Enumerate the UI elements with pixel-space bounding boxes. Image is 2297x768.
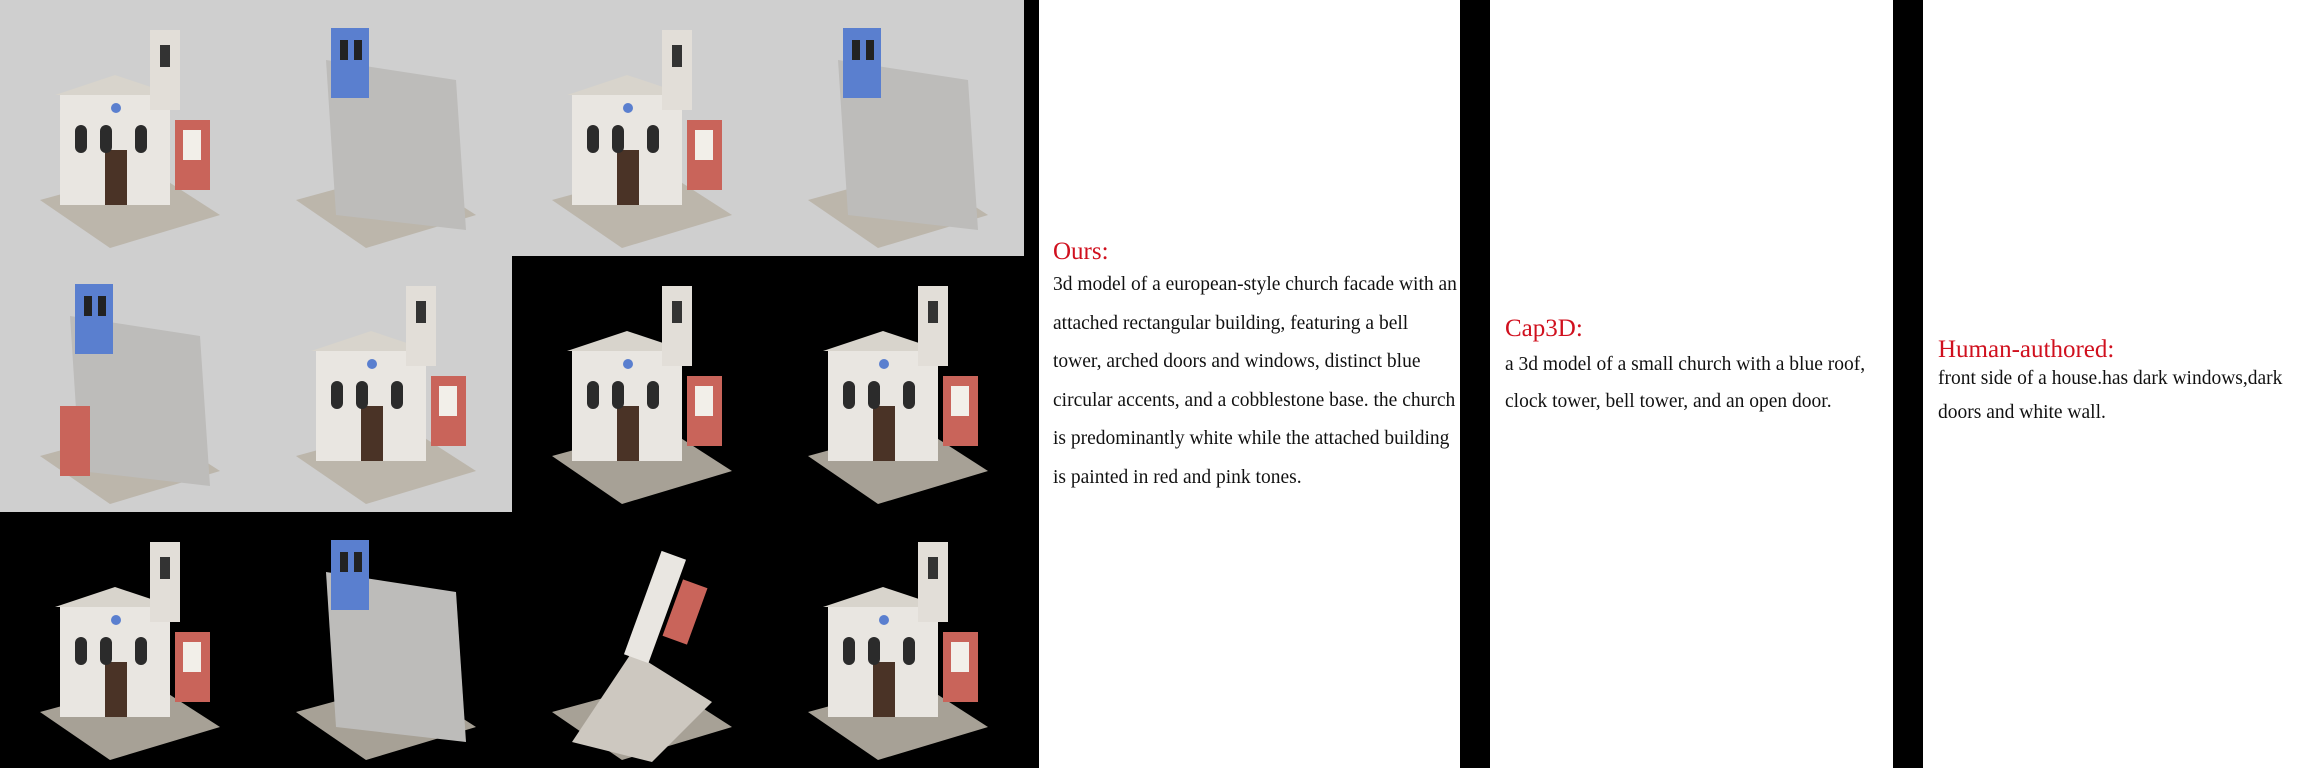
church-render	[0, 512, 256, 768]
render-view-1	[0, 0, 256, 256]
church-render	[0, 0, 256, 256]
church-render	[768, 0, 1024, 256]
render-view-8	[768, 256, 1024, 512]
church-render	[256, 0, 512, 256]
caption-text: front side of a house.has dark windows,dark doors and white wall.	[1938, 368, 2283, 423]
caption-panel-cap3d	[1490, 0, 1893, 768]
caption-panel-ours	[1039, 0, 1460, 768]
caption-text: 3d model of a european-style church facade with an attached rectangular building, featuring a bell tower, arched doors and windows, distinct blue circular accents, and a cobblestone base. the church is predominantly white while the attached building is painted in red and pink tones.	[1053, 274, 1457, 488]
caption-panel-human	[1923, 0, 2297, 768]
caption-heading: Human-authored:	[1938, 336, 2115, 363]
render-grid	[0, 0, 1040, 768]
church-render	[512, 256, 768, 512]
church-render	[256, 256, 512, 512]
render-view-6	[256, 256, 512, 512]
render-view-10	[256, 512, 512, 768]
render-view-2	[256, 0, 512, 256]
church-render	[512, 0, 768, 256]
church-render	[256, 512, 512, 768]
render-view-3	[512, 0, 768, 256]
render-view-12	[768, 512, 1024, 768]
render-view-4	[768, 0, 1024, 256]
caption-heading: Cap3D:	[1505, 315, 1583, 342]
church-render	[512, 512, 768, 768]
caption-text: a 3d model of a small church with a blue roof, clock tower, bell tower, and an open door.	[1505, 354, 1866, 412]
render-view-7	[512, 256, 768, 512]
church-render	[768, 512, 1024, 768]
render-view-11	[512, 512, 768, 768]
church-render	[0, 256, 256, 512]
church-render	[768, 256, 1024, 512]
render-view-5	[0, 256, 256, 512]
caption-heading: Ours:	[1053, 238, 1109, 265]
render-view-9	[0, 512, 256, 768]
